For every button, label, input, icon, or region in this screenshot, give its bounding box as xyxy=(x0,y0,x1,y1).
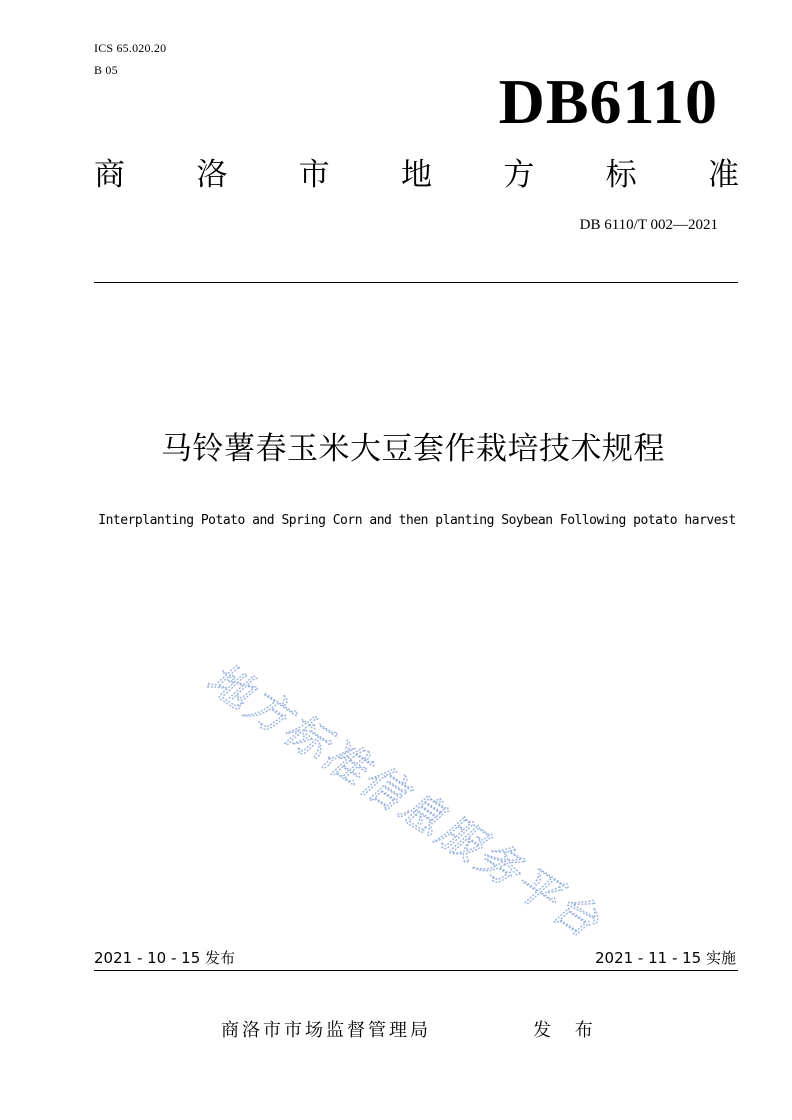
category-char: 市 xyxy=(298,157,330,193)
watermark-text: 地方标准信息服务平台 xyxy=(198,653,610,950)
header-divider xyxy=(94,282,738,283)
standard-number: DB 6110/T 002—2021 xyxy=(579,217,718,233)
issuing-authority: 商洛市市场监督管理局 xyxy=(221,1020,431,1041)
category-char: 标 xyxy=(605,157,637,193)
watermark xyxy=(198,650,658,950)
document-title-english: Interplanting Potato and Spring Corn and then planting Soybean Following potato harvest xyxy=(98,513,736,528)
publish-label: 发 布 xyxy=(533,1020,602,1041)
implementation-date: 2021 - 11 - 15 实施 xyxy=(594,949,736,967)
category-char: 商 xyxy=(94,157,125,193)
issue-date: 2021 - 10 - 15 发布 xyxy=(94,949,236,967)
standard-code: DB6110 xyxy=(498,66,718,137)
ics-code: ICS 65.020.20 xyxy=(94,41,167,55)
category-char: 洛 xyxy=(196,157,228,193)
document-title-chinese: 马铃薯春玉米大豆套作栽培技术规程 xyxy=(161,431,665,467)
standard-category xyxy=(94,153,739,197)
ccs-code: B 05 xyxy=(94,63,118,77)
footer-divider xyxy=(94,970,738,971)
category-char: 准 xyxy=(707,157,739,193)
category-char: 方 xyxy=(503,157,535,193)
category-char: 地 xyxy=(400,157,432,193)
